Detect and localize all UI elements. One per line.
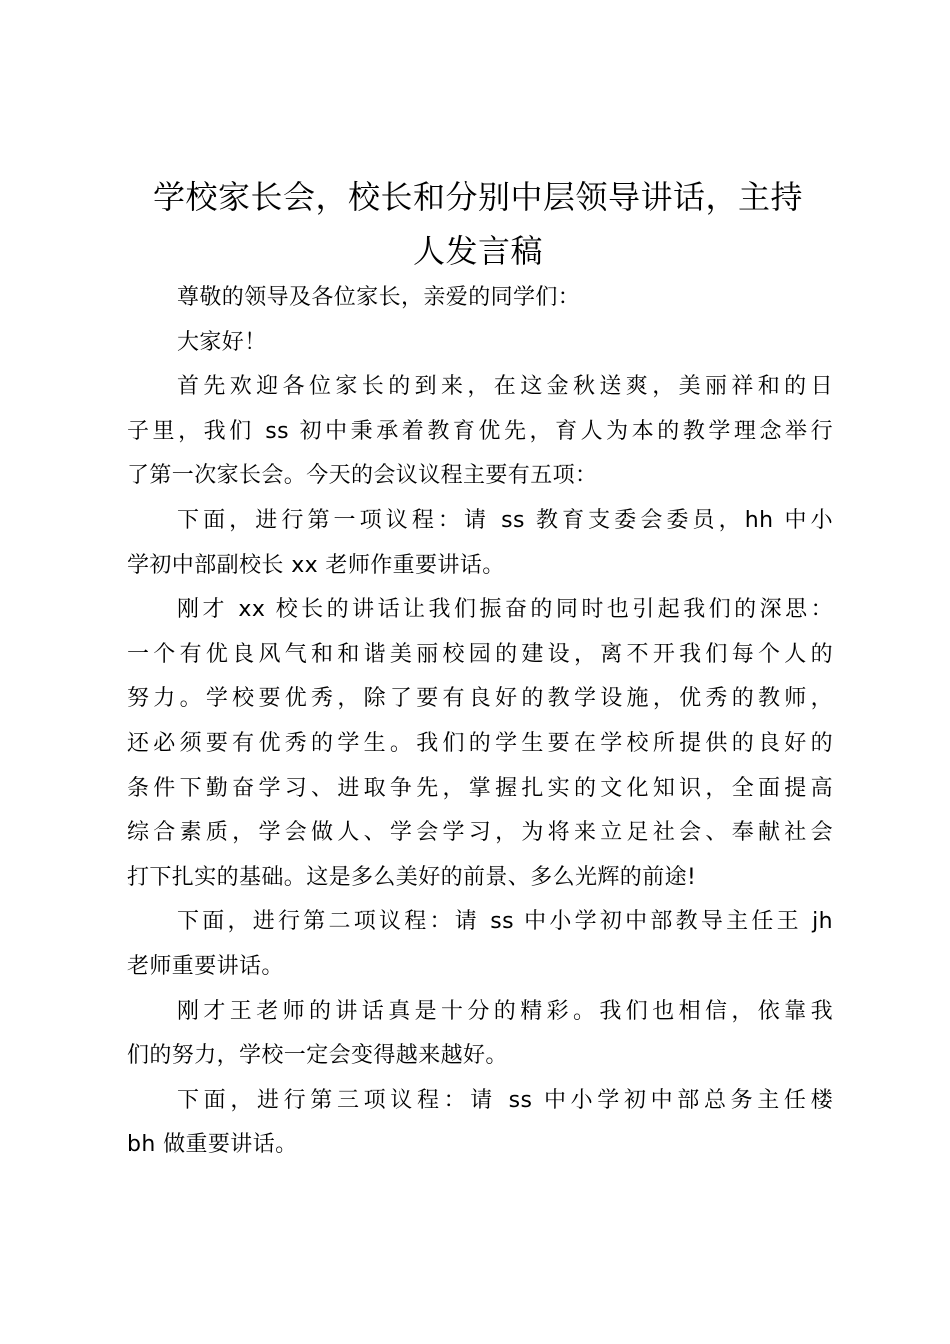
text-line: 刚才王老师的讲话真是十分的精彩。我们也相信，依靠我 [177,998,833,1024]
welcome-paragraph [127,365,833,499]
text-line: 了第一次家长会。今天的会议议程主要有五项： [127,463,598,489]
text-line: bh 做重要讲话。 [127,1132,298,1158]
document-body [127,276,833,1168]
greeting-paragraph [127,321,833,366]
text-line: 老师重要讲话。 [127,953,284,979]
text-line: 综合素质，学会做人、学会学习，为将来立足社会、奉献社会 [127,820,833,846]
title-line: 人发言稿 [412,232,543,270]
agenda-item-1-paragraph [127,499,833,588]
text-line: 学初中部副校长 xx 老师作重要讲话。 [127,552,505,578]
agenda-item-3-paragraph [127,1079,833,1168]
salutation-paragraph [127,276,833,321]
text-line: 子里，我们 ss 初中秉承着教育优先，育人为本的教学理念举行 [127,418,833,444]
text-line: 尊敬的领导及各位家长，亲爱的同学们： [177,285,581,310]
text-line: 下面，进行第三项议程：请 ss 中小学初中部总务主任楼 [177,1087,833,1113]
text-line: 下面，进行第一项议程：请 ss 教育支委会委员，hh 中小 [177,507,833,533]
comment-paragraph [127,990,833,1079]
text-line: 条件下勤奋学习、进取争先，掌握扎实的文化知识，全面提高 [127,775,833,801]
agenda-item-2-paragraph [127,900,833,989]
text-line: 刚才 xx 校长的讲话让我们振奋的同时也引起我们的深思： [177,597,833,623]
text-line: 还必须要有优秀的学生。我们的学生要在学校所提供的良好的 [127,730,833,756]
text-line: 们的努力，学校一定会变得越来越好。 [127,1043,508,1069]
text-line: 大家好！ [177,329,267,355]
title-line: 学校家长会，校长和分别中层领导讲话，主持 [152,178,803,216]
text-line: 努力。学校要优秀，除了要有良好的教学设施，优秀的教师， [127,686,833,712]
text-line: 打下扎实的基础。这是多么美好的前景、多么光辉的前途! [127,864,697,890]
document-title [120,170,836,278]
text-line: 下面，进行第二项议程：请 ss 中小学初中部教导主任王 jh [177,909,833,935]
text-line: 首先欢迎各位家长的到来，在这金秋送爽，美丽祥和的日 [177,374,833,400]
reflection-paragraph [127,588,833,900]
text-line: 一个有优良风气和和谐美丽校园的建设，离不开我们每个人的 [127,641,833,667]
